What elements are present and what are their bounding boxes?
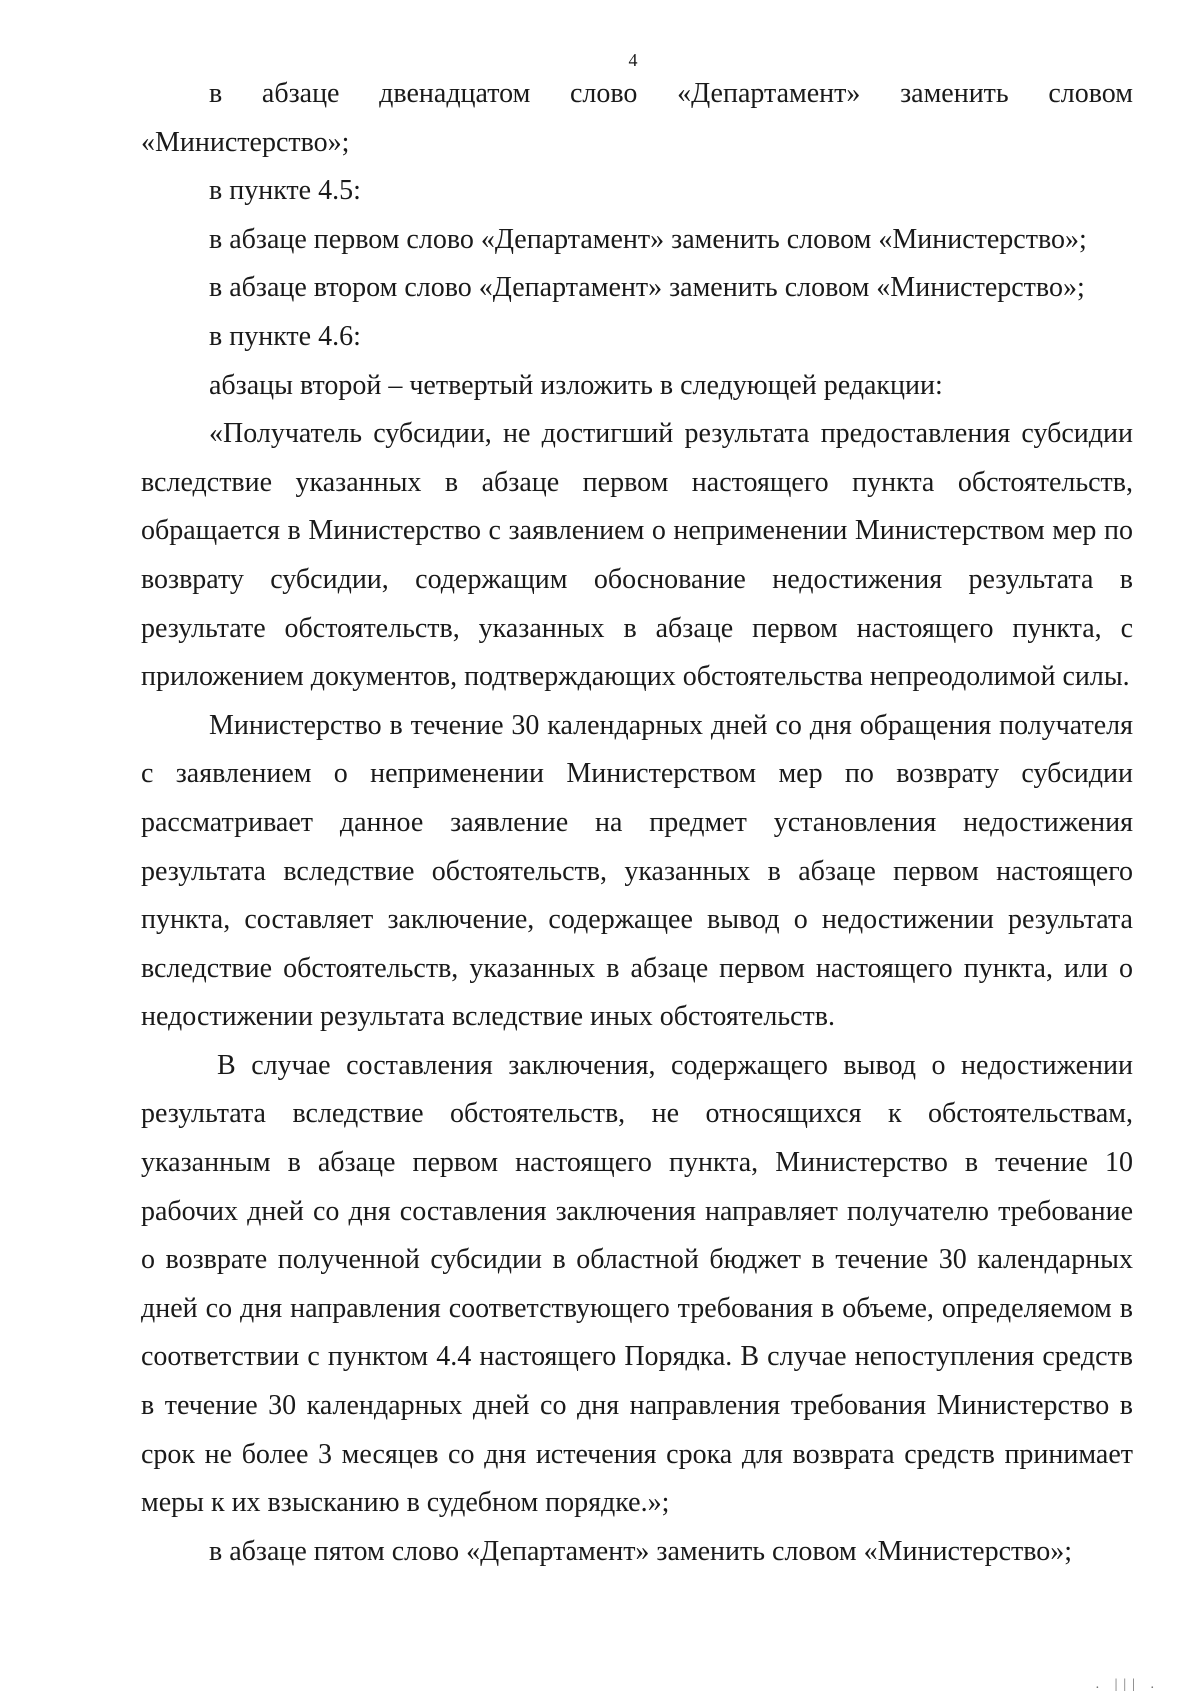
paragraph-9: В случае составления заключения, содержащего вывод о недостижении результата вследствие обстоятельств, не относящихся к обстоятельствам, указанным в абзаце первом настоящего пункта, Министерство в течение 10 рабочих дней со дня составления заключения направляет получателю требование о возврате полученной субсидии в областной бюджет в течение 30 календарных дней со дня направления соответствующего требования в объеме, определяемом в соответствии с пунктом 4.4 настоящего Порядка. В случае непоступления средств в течение 30 календарных дней со дня направления требования Министерство в срок не более 3 месяцев со дня истечения срока для возврата средств принимает меры к их взысканию в судебном порядке.»; bbox=[141, 1049, 1133, 1519]
page-number: 4 bbox=[628, 50, 638, 70]
paragraph-3: в абзаце первом слово «Департамент» заменить словом «Министерство»; bbox=[209, 223, 1087, 255]
document-body bbox=[141, 70, 1133, 1576]
paragraph-10: в абзаце пятом слово «Департамент» заменить словом «Министерство»; bbox=[209, 1535, 1073, 1567]
paragraph-7: «Получатель субсидии, не достигший результата предоставления субсидии вследствие указанных в абзаце первом настоящего пункта обстоятельств, обращается в Министерство с заявлением о неприменении Министерством мер по возврату субсидии, содержащим обоснование недостижения результата в результате обстоятельств, указанных в абзаце первом настоящего пункта, с приложением документов, подтверждающих обстоятельства непреодолимой силы. bbox=[141, 418, 1133, 693]
paragraph-5: в пункте 4.6: bbox=[209, 320, 361, 352]
paragraph-6: абзацы второй – четвертый изложить в следующей редакции: bbox=[209, 369, 943, 401]
paragraph-8: Министерство в течение 30 календарных дней со дня обращения получателя с заявлением о неприменении Министерством мер по возврату субсидии рассматривает данное заявление на предмет установления недостижения результата вследствие обстоятельств, указанных в абзаце первом настоящего пункта, составляет заключение, содержащее вывод о недостижении результата вследствие обстоятельств, указанных в абзаце первом настоящего пункта, или о недостижении результата вследствие иных обстоятельств. bbox=[141, 709, 1133, 1033]
scan-marks: . ||| . bbox=[1095, 1677, 1160, 1692]
paragraph-4: в абзаце втором слово «Департамент» заменить словом «Министерство»; bbox=[209, 272, 1085, 304]
paragraph-1: в абзаце двенадцатом слово «Департамент» заменить словом «Министерство»; bbox=[141, 78, 1133, 158]
paragraph-2: в пункте 4.5: bbox=[209, 175, 361, 207]
